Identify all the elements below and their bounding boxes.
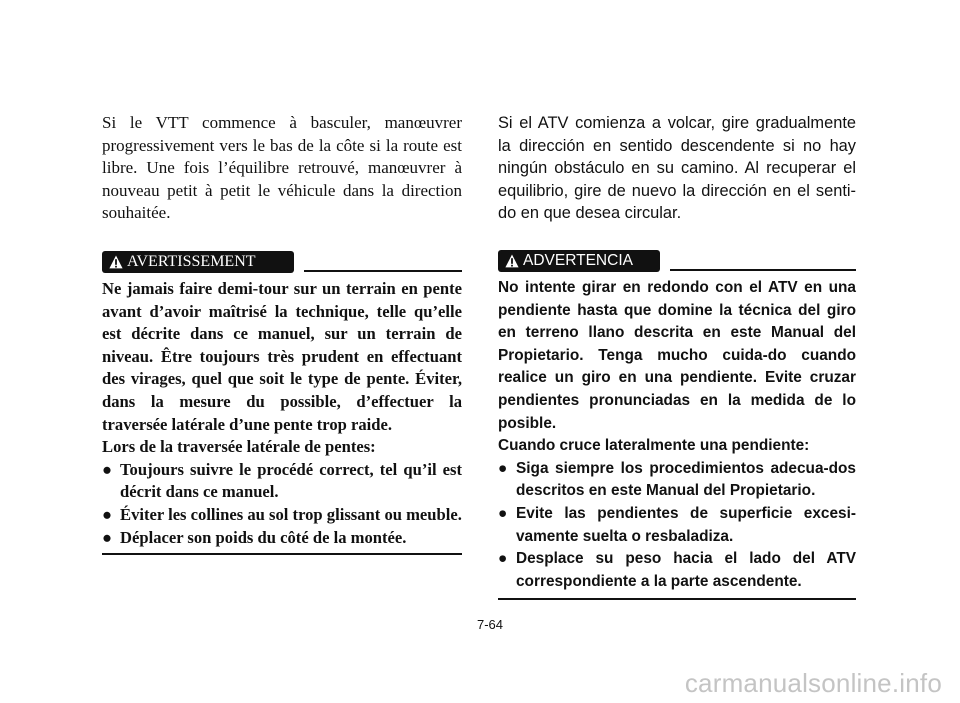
french-intro: Si le VTT commence à basculer, manœuvrer progressivement vers le bas de la côte si la route est libre. Une fois l’équilibre retrouvé, manœuvrer à nouveau petit à petit le véhicule dans la direction souhaitée. <box>102 113 462 223</box>
french-warning-label: AVERTISSEMENT <box>127 252 256 270</box>
page-number: 7-64 <box>476 617 504 632</box>
spanish-warning-text: No intente girar en redondo con el ATV en una pendiente hasta que domine la técnica del giro en terreno llano descrita en este Manual del Propietario. Tenga mucho cuida-do cuando realice un giro en una pendiente. Evite cruzar pendientes pronunciadas en la medida de lo posible. <box>498 278 856 432</box>
french-list-heading: Lors de la traversée latérale de pentes: <box>102 437 376 457</box>
bullet-icon: ● <box>498 459 508 477</box>
watermark: carmanualsonline.info <box>684 668 942 698</box>
spanish-bullet-list <box>498 458 856 594</box>
french-end-rule <box>102 553 462 555</box>
spanish-header-rule <box>670 269 856 271</box>
french-header-rule <box>304 270 462 272</box>
french-warning-body <box>102 278 462 549</box>
spanish-warning-header <box>498 250 856 272</box>
spanish-bullet-item: ● Desplace su peso hacia el lado del ATV correspondiente a la parte ascendente. <box>498 550 856 590</box>
warning-triangle-icon <box>505 254 519 268</box>
spanish-warning-body <box>498 277 856 593</box>
spanish-bullet-item: ● Siga siempre los procedimientos adecua-dos descritos en este Manual del Propietario. <box>498 459 856 500</box>
french-bullet-item: ● Toujours suivre le procédé correct, tel qu’il est décrit dans ce manuel. <box>102 459 462 502</box>
french-bullet-item: ● Déplacer son poids du côté de la montée. <box>102 527 462 550</box>
french-warning-text: Ne jamais faire demi-tour sur un terrain en pente avant d’avoir maîtrisé la technique, telle qu’elle est décrite dans ce manuel, sur un terrain de niveau. Être toujours très prudent en effectuant des virages, quel que soit le type de pente. Éviter, dans la mesure du possible, d’effectuer la traversée latérale d’une pente trop raide. <box>102 278 462 434</box>
spanish-column <box>498 112 856 600</box>
spanish-end-rule <box>498 598 856 600</box>
spanish-list-heading: Cuando cruce lateralmente una pendiente: <box>498 437 810 455</box>
warning-triangle-icon <box>109 255 123 269</box>
french-bullet-item: ● Éviter les collines au sol trop glissant ou meuble. <box>102 504 462 527</box>
spanish-warning-label: ADVERTENCIA <box>523 251 633 269</box>
bullet-icon: ● <box>102 459 113 479</box>
spanish-bullet-item: ● Evite las pendientes de superficie excesi-vamente suelta o resbaladiza. <box>498 504 856 545</box>
bullet-icon: ● <box>102 527 113 547</box>
french-column <box>102 112 462 555</box>
french-bullet-list <box>102 459 462 549</box>
bullet-icon: ● <box>498 504 508 522</box>
bullet-icon: ● <box>102 504 113 524</box>
bullet-icon: ● <box>498 550 508 568</box>
spanish-intro: Si el ATV comienza a volcar, gire gradualmente la dirección en sentido descendente si no hay ningún obstáculo en su camino. Al recuperar el equilibrio, gire de nuevo la dirección en el senti-do en que desea circular. <box>498 114 856 223</box>
spanish-warning-badge <box>498 250 660 272</box>
french-warning-badge <box>102 251 294 273</box>
french-warning-header <box>102 251 462 273</box>
